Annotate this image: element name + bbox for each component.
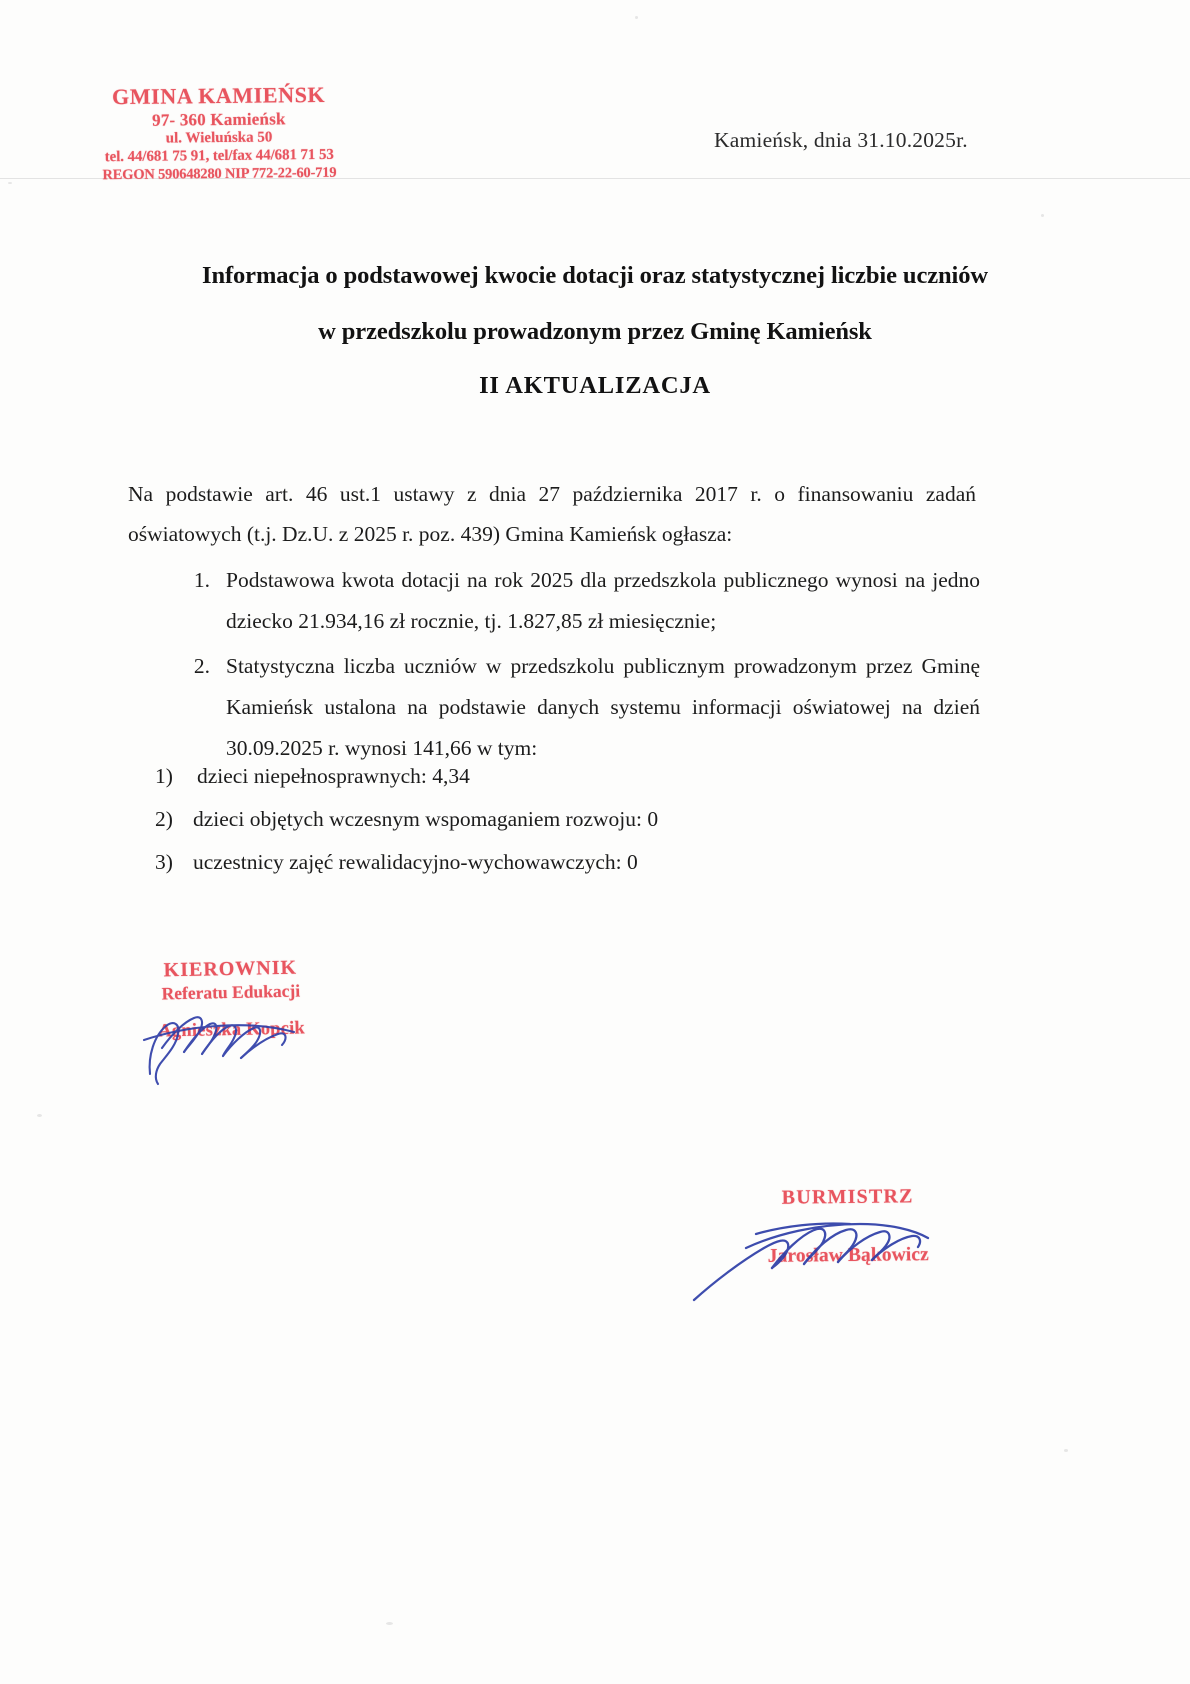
title-line-3: II AKTUALIZACJA [479, 372, 711, 399]
signature-role-kierownik: KIEROWNIK [163, 956, 298, 982]
list-item [128, 560, 980, 642]
sub-list-item [155, 798, 985, 841]
stamp-line-postal: 97- 360 Kamieńsk [151, 108, 286, 130]
sub-list-item-text: uczestnicy zajęć rewalidacyjno-wychowawczych: 0 [193, 850, 638, 874]
scan-speck [8, 182, 12, 184]
title-line-2: w przedszkolu prowadzonym przez Gminę Kamieńsk [318, 318, 872, 345]
signature-name-kierownik: Agnieszka Kopcik [158, 1018, 306, 1042]
scan-speck [635, 16, 638, 19]
intro-paragraph: Na podstawie art. 46 ust.1 ustawy z dnia 27 października 2017 r. o finansowaniu zadań oświatowych (t.j. Dz.U. z 2025 r. poz. 439) Gmina Kamieńsk ogłasza: [128, 482, 976, 546]
stamp-line-street: ul. Wieluńska 50 [165, 129, 273, 147]
signature-block-kierownik [135, 956, 327, 1043]
stamp-line-municipality: GMINA KAMIEŃSK [111, 81, 326, 110]
scan-speck [37, 1114, 42, 1117]
municipality-stamp [83, 83, 354, 184]
sub-list-item-text: dzieci niepełnosprawnych: 4,34 [197, 764, 470, 788]
sub-list-item [155, 841, 985, 884]
sub-list-item-text: dzieci objętych wczesnym wspomaganiem rozwoju: 0 [193, 807, 659, 831]
scan-speck [386, 1622, 393, 1625]
signature-name-burmistrz: Jarosław Bąkowicz [767, 1244, 929, 1267]
signature-role-burmistrz: BURMISTRZ [781, 1185, 914, 1209]
stamp-line-regon-nip: REGON 590648280 NIP 772-22-60-719 [102, 165, 337, 184]
list-item [128, 646, 980, 769]
sub-list-item [155, 755, 985, 798]
list-item-text: Podstawowa kwota dotacji na rok 2025 dla przedszkola publicznego wynosi na jedno dziecko 21.934,16 zł rocznie, tj. 1.827,85 zł miesięcznie; [226, 568, 980, 633]
scan-speck [1064, 1449, 1068, 1452]
list-item-marker: 1. [193, 568, 210, 592]
list-item-text: Statystyczna liczba uczniów w przedszkolu publicznym prowadzonym przez Gminę Kamieńsk ustalona na podstawie danych systemu informacji oświatowej na dzień 30.09.2025 r. wynosi 141,66 w tym: [226, 654, 980, 760]
signature-department-kierownik: Referatu Edukacji [161, 980, 301, 1004]
title-line-1: Informacja o podstawowej kwocie dotacji oraz statystycznej liczbie uczniów [202, 262, 988, 289]
signature-block-burmistrz [748, 1185, 949, 1268]
list-item-marker: 2. [193, 654, 210, 678]
document-title [95, 262, 1095, 400]
scan-speck [1041, 214, 1044, 217]
sub-list-item-marker: 2) [155, 807, 173, 831]
sub-list [155, 755, 985, 884]
numbered-list [128, 560, 980, 773]
sub-list-item-marker: 3) [155, 850, 173, 874]
stamp-line-phone: tel. 44/681 75 91, tel/fax 44/681 71 53 [104, 147, 334, 166]
sub-list-item-marker: 1) [155, 764, 173, 788]
document-date: Kamieńsk, dnia 31.10.2025r. [714, 128, 968, 152]
